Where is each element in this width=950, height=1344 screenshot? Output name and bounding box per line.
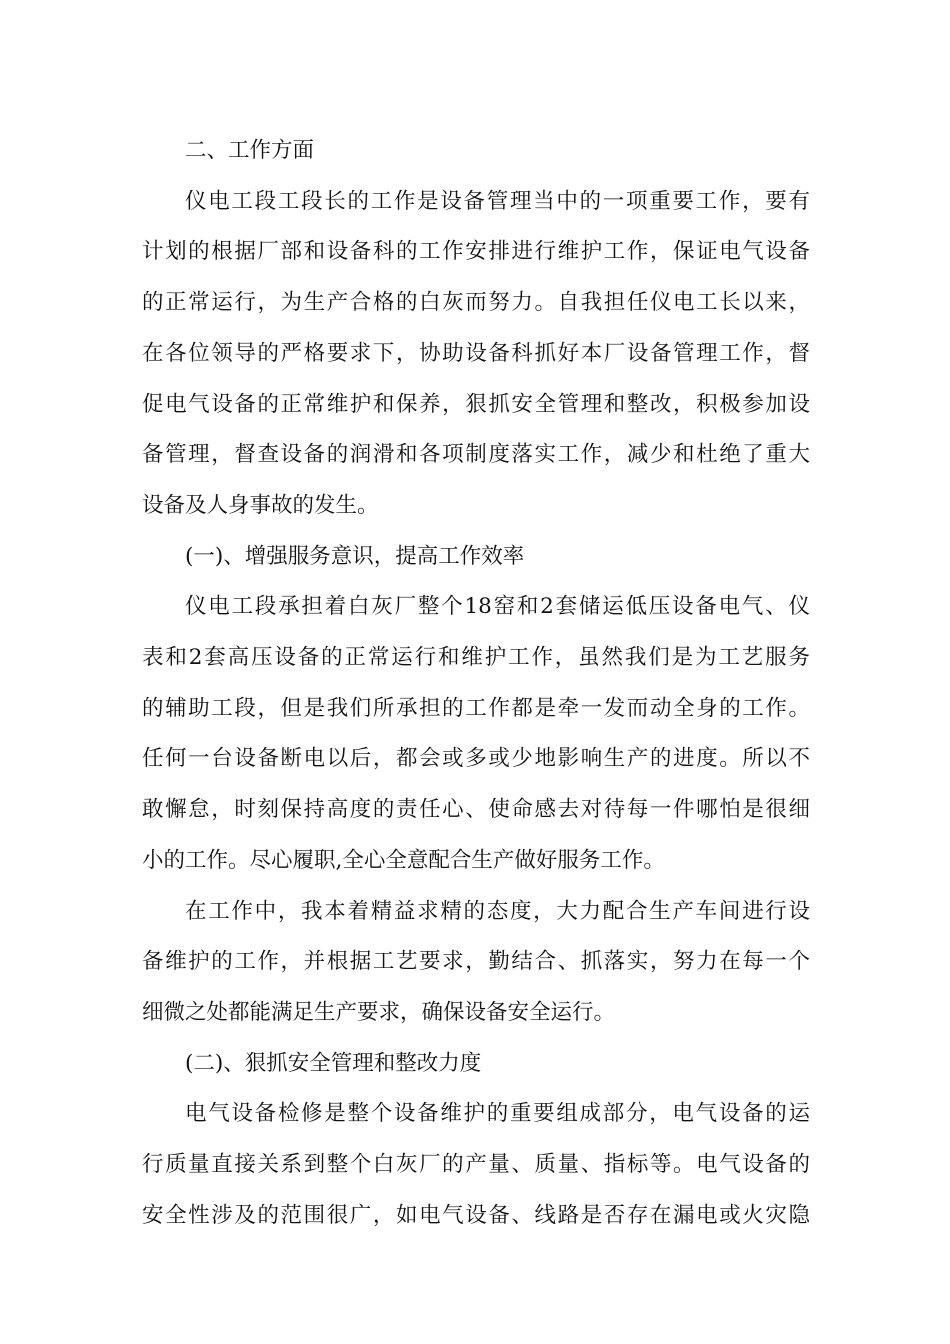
- paragraph-line: 行质量直接关系到整个白灰厂的产量、质量、指标等。电气设备的: [142, 1152, 810, 1178]
- paragraph-line: 计划的根据厂部和设备科的工作安排进行维护工作，保证电气设备: [142, 239, 810, 265]
- paragraph-line: 电气设备检修是整个设备维护的重要组成部分，电气设备的运: [185, 1101, 810, 1127]
- paragraph-line: 任何一台设备断电以后，都会或多或少地影响生产的进度。所以不: [142, 746, 810, 772]
- paragraph-line: 的正常运行，为生产合格的白灰而努力。自我担任仪电工长以来，: [142, 290, 810, 316]
- section-heading-text: 二、工作方面: [185, 138, 315, 163]
- paragraph-line: 敢懈怠，时刻保持高度的责任心、使命感去对待每一件哪怕是很细: [142, 797, 810, 823]
- subheading-safety: [142, 1039, 810, 1090]
- paragraph-line: 设备及人身事故的发生。: [142, 492, 379, 518]
- intro-paragraph: [142, 177, 810, 532]
- paragraph-line: 促电气设备的正常维护和保养，狠抓安全管理和整改，积极参加设: [142, 391, 810, 417]
- paragraph-line: 备维护的工作，并根据工艺要求，勤结合、抓落实，努力在每一个: [142, 949, 810, 975]
- subheading-service-text: (一)、增强服务意识，提高工作效率: [185, 543, 525, 569]
- subheading-safety-text: (二)、狠抓安全管理和整改力度: [185, 1050, 482, 1076]
- subheading-service: [142, 532, 810, 583]
- work-paragraph: [142, 887, 810, 1039]
- paragraph-line: 的辅助工段，但是我们所承担的工作都是牵一发而动全身的工作。: [142, 695, 810, 721]
- paragraph-line: 表和2套高压设备的正常运行和维护工作，虽然我们是为工艺服务: [142, 645, 810, 671]
- paragraph-line: 备管理，督查设备的润滑和各项制度落实工作，减少和杜绝了重大: [142, 442, 810, 468]
- paragraph-line: 在各位领导的严格要求下，协助设备科抓好本厂设备管理工作，督: [142, 340, 810, 366]
- safety-paragraph: [142, 1089, 810, 1241]
- section-heading: [142, 126, 810, 177]
- paragraph-line: 安全性涉及的范围很广，如电气设备、线路是否存在漏电或火灾隐: [142, 1202, 810, 1228]
- service-paragraph: [142, 582, 810, 886]
- paragraph-line: 仪电工段承担着白灰厂整个18窑和2套储运低压设备电气、仪: [185, 594, 810, 620]
- document-page: [142, 126, 810, 1241]
- paragraph-line: 仪电工段工段长的工作是设备管理当中的一项重要工作，要有: [185, 188, 810, 214]
- paragraph-line: 细微之处都能满足生产要求，确保设备安全运行。: [142, 999, 616, 1025]
- paragraph-line: 在工作中，我本着精益求精的态度，大力配合生产车间进行设: [185, 898, 810, 924]
- paragraph-line: 小的工作。尽心履职,全心全意配合生产做好服务工作。: [142, 847, 665, 873]
